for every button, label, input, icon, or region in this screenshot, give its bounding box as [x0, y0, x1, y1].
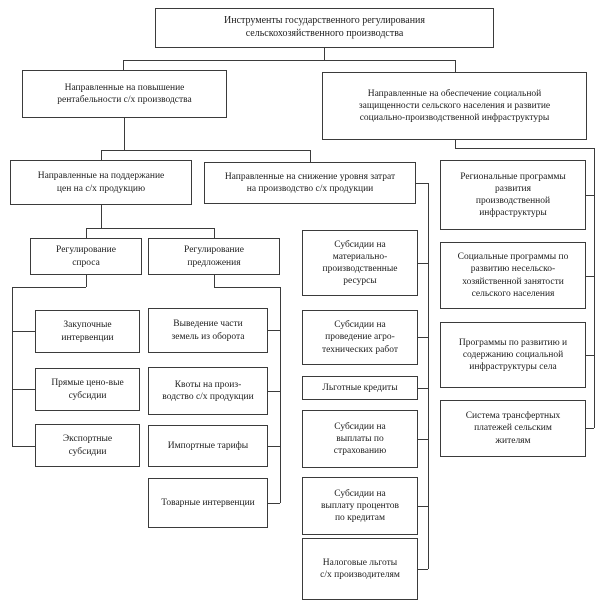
- connector-line: [324, 48, 325, 60]
- connector-line: [268, 330, 280, 331]
- connector-line: [124, 118, 125, 150]
- node-transfer-payments-system: Система трансфертных платежей сельским жителям: [440, 400, 586, 457]
- connector-line: [586, 355, 594, 356]
- node-material-resources-subsidies: Субсидии на материально-производственные ресурсы: [302, 230, 418, 296]
- connector-line: [86, 275, 87, 287]
- node-direct-price-subsidies: Прямые цено-вые субсидии: [35, 368, 140, 411]
- connector-line: [418, 337, 428, 338]
- connector-line: [86, 228, 87, 238]
- connector-line: [280, 287, 281, 503]
- connector-line: [586, 276, 594, 277]
- node-purchase-interventions: Закупочные интервенции: [35, 310, 140, 353]
- connector-line: [428, 183, 429, 569]
- node-commodity-interventions: Товарные интервенции: [148, 478, 268, 528]
- connector-line: [86, 228, 214, 229]
- connector-line: [123, 60, 455, 61]
- connector-line: [123, 60, 124, 70]
- connector-line: [586, 428, 594, 429]
- connector-line: [455, 148, 594, 149]
- node-supply-regulation: Регулирование предложения: [148, 238, 280, 275]
- connector-line: [268, 391, 280, 392]
- node-demand-regulation: Регулирование спроса: [30, 238, 142, 275]
- connector-line: [12, 287, 86, 288]
- connector-line: [214, 228, 215, 238]
- node-tax-benefits: Налоговые льготы с/х производителям: [302, 538, 418, 600]
- connector-line: [101, 205, 102, 228]
- connector-line: [214, 275, 215, 287]
- connector-line: [418, 569, 428, 570]
- node-production-quotas: Квоты на произ-водство с/х продукции: [148, 367, 268, 415]
- node-rural-social-infrastructure-programs: Программы по развитию и содержанию социальной инфраструктуры села: [440, 322, 586, 388]
- node-profitability-branch: Направленные на повышение рентабельности с/х производства: [22, 70, 227, 118]
- connector-line: [416, 183, 428, 184]
- node-agrotechnical-works-subsidies: Субсидии на проведение агро-технических работ: [302, 310, 418, 365]
- connector-line: [101, 150, 310, 151]
- node-insurance-payment-subsidies: Субсидии на выплаты по страхованию: [302, 410, 418, 468]
- node-price-support: Направленные на поддержание цен на с/х продукцию: [10, 160, 192, 205]
- connector-line: [455, 140, 456, 148]
- connector-line: [418, 263, 428, 264]
- connector-line: [12, 287, 13, 446]
- connector-line: [268, 503, 280, 504]
- connector-line: [12, 389, 35, 390]
- connector-line: [214, 287, 280, 288]
- connector-line: [418, 506, 428, 507]
- node-social-employment-programs: Социальные программы по развитию несельско-хозяйственной занятости сельского населения: [440, 242, 586, 309]
- connector-line: [12, 446, 35, 447]
- connector-line: [586, 195, 594, 196]
- connector-line: [594, 148, 595, 428]
- node-root: Инструменты государственного регулирования сельскохозяйственного производства: [155, 8, 494, 48]
- node-social-branch: Направленные на обеспечение социальной защищенности сельского населения и развитие социально-производственной инфраструктуры: [322, 72, 587, 140]
- node-credit-interest-subsidies: Субсидии на выплату процентов по кредитам: [302, 477, 418, 535]
- node-regional-infrastructure-programs: Региональные программы развития производственной инфраструктуры: [440, 160, 586, 230]
- node-preferential-credits: Льготные кредиты: [302, 376, 418, 400]
- node-cost-reduction: Направленные на снижение уровня затрат на производство с/х продукции: [204, 162, 416, 204]
- connector-line: [418, 388, 428, 389]
- connector-line: [455, 60, 456, 72]
- connector-line: [101, 150, 102, 160]
- connector-line: [418, 439, 428, 440]
- connector-line: [12, 331, 35, 332]
- node-land-withdrawal: Выведение части земель из оборота: [148, 308, 268, 353]
- connector-line: [310, 150, 311, 162]
- node-import-tariffs: Импортные тарифы: [148, 425, 268, 467]
- connector-line: [268, 446, 280, 447]
- node-export-subsidies: Экспортные субсидии: [35, 424, 140, 467]
